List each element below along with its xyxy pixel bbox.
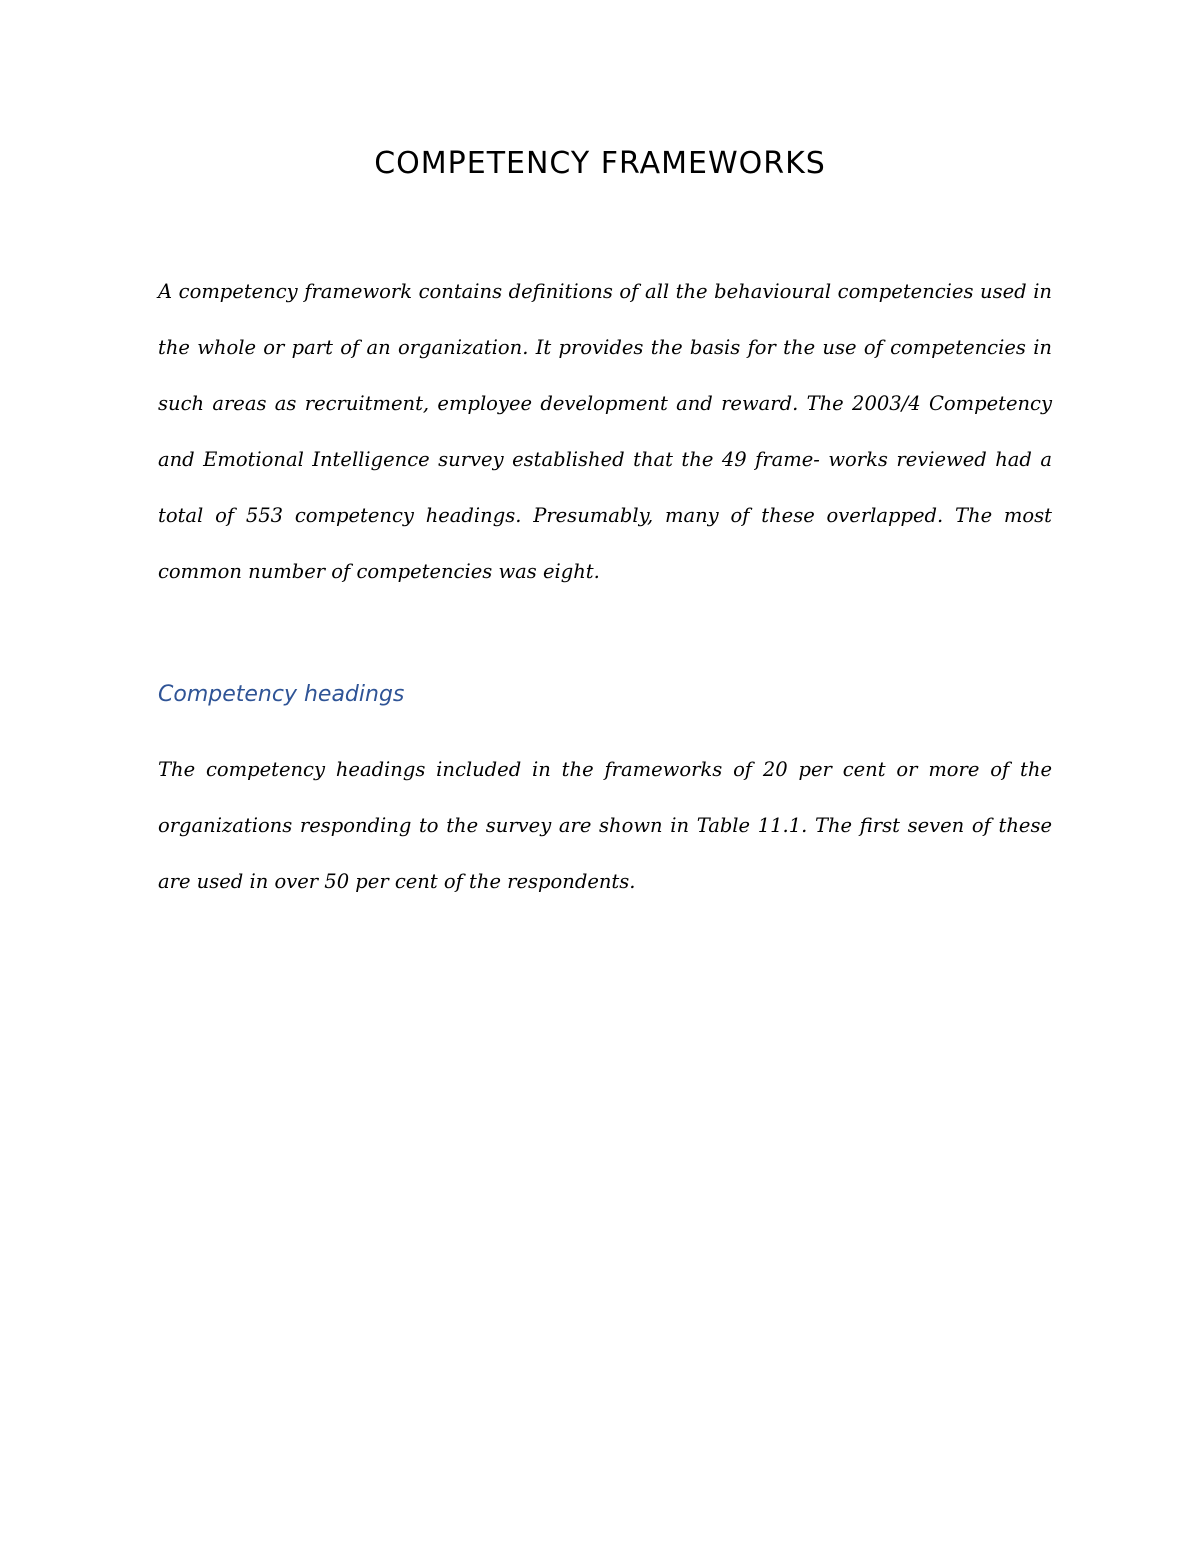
section-paragraph: The competency headings included in the frameworks of 20 per cent or more of the organizations responding to the survey are shown in Table 11.1. The first seven of these are used in over 50 per cent of the respondents. bbox=[158, 758, 1052, 893]
page-title: COMPETENCY FRAMEWORKS bbox=[374, 146, 826, 181]
section-heading: Competency headings bbox=[158, 682, 405, 707]
intro-paragraph: A competency framework contains definitions of all the behavioural competencies used in the whole or part of an organization. It provides the basis for the use of competencies in such areas as recruitment, employee development and reward. The 2003/4 Competency and Emotional Intelligence survey established that the 49 frame- works reviewed had a total of 553 competency headings. Presumably, many of these overlapped. The most common number of competencies was eight. bbox=[158, 280, 1052, 583]
